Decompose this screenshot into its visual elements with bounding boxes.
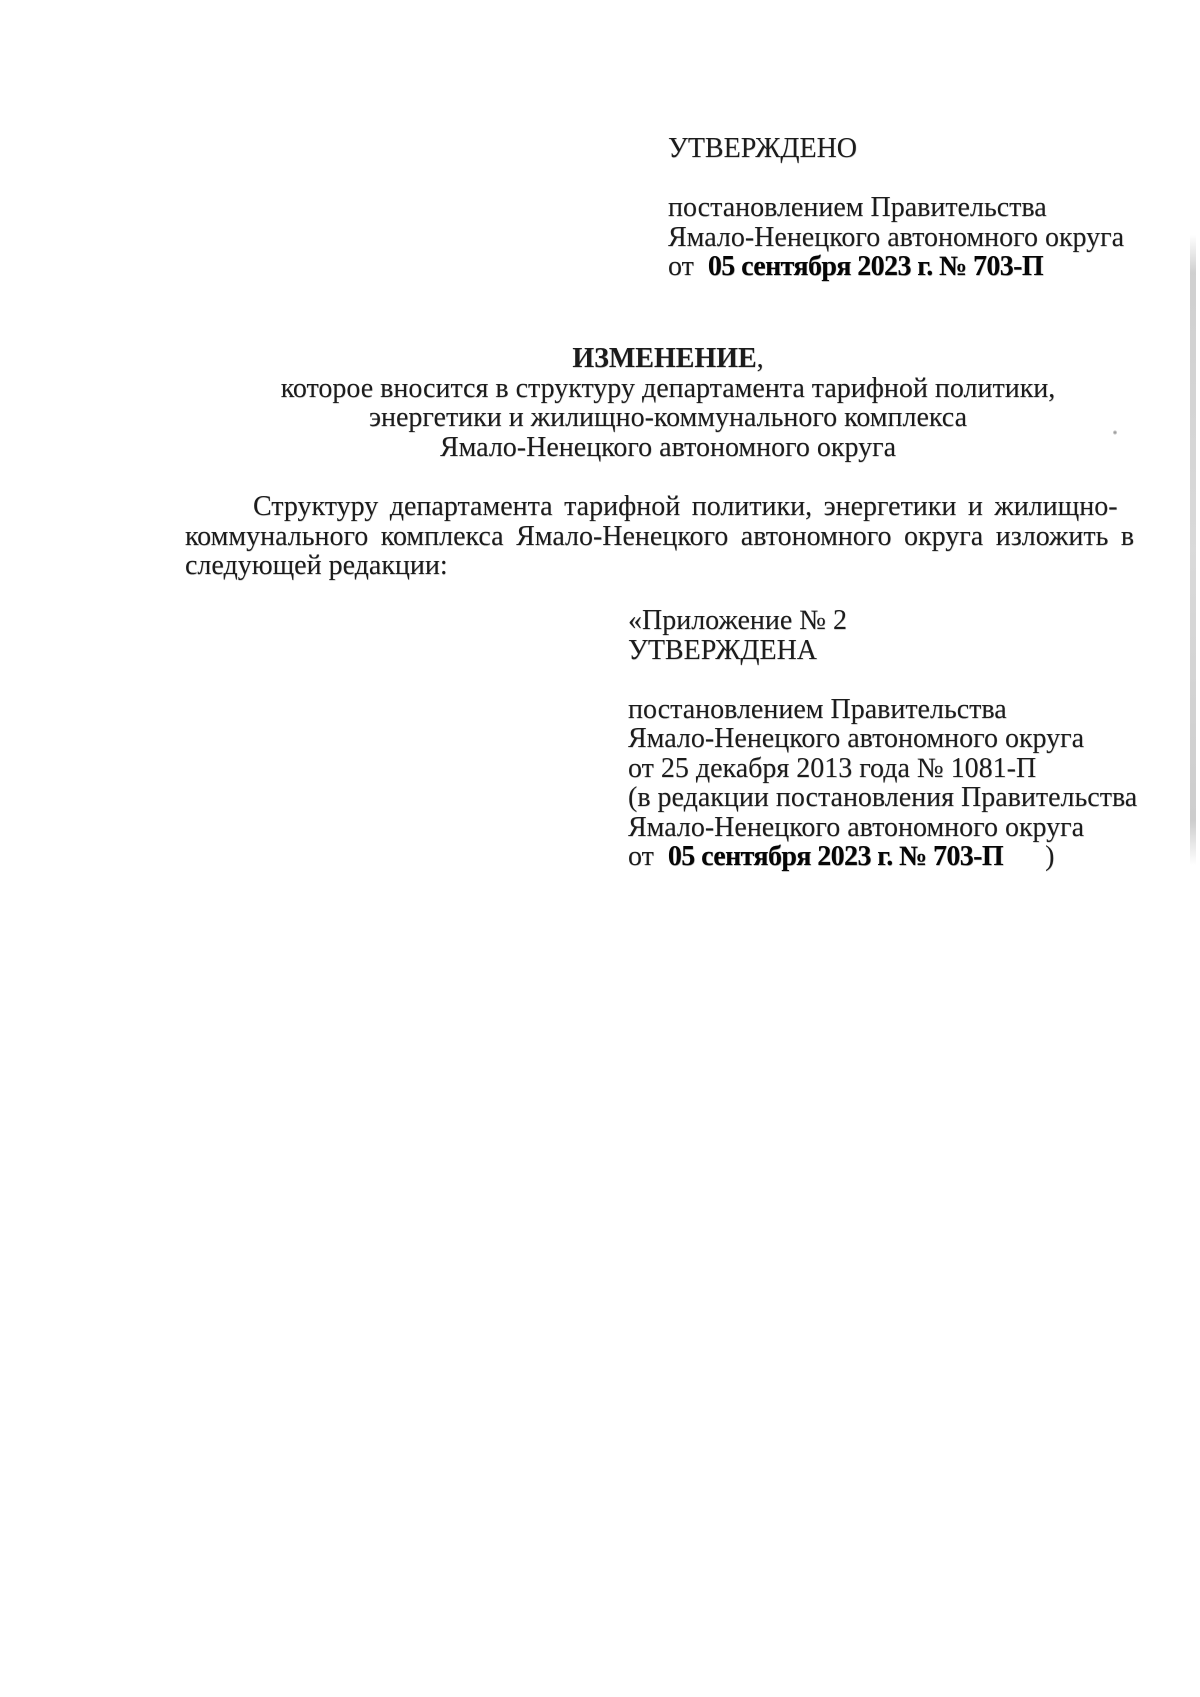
appendix-line-5: Ямало-Ненецкого автономного округа [628, 811, 1085, 843]
heading-title-comma: , [756, 343, 764, 374]
appendix-block [628, 606, 1137, 872]
date-prefix: от [628, 841, 654, 872]
scan-speck [1113, 430, 1117, 435]
paragraph-line-3: следующей редакции: [185, 550, 448, 581]
appendix-line-2: Ямало-Ненецкого автономного округа [628, 723, 1085, 754]
heading-line-1: которое вносится в структуру департамента тарифной политики, [280, 372, 1056, 404]
appendix-label: «Приложение № 2 [628, 605, 847, 636]
heading-line-3: Ямало-Ненецкого автономного округа [439, 431, 897, 463]
approval-line-2: Ямало-Ненецкого автономного округа [668, 221, 1125, 253]
blank-line [668, 164, 1124, 194]
approval-line-1: постановлением Правительства [668, 192, 1047, 223]
approval-date-line [668, 252, 1124, 282]
blank-line [628, 665, 1137, 695]
appendix-date-line [628, 842, 1137, 872]
date-prefix: от [668, 251, 694, 282]
stamped-date: 05 сентября 2023 г. № 703-П [707, 251, 1044, 282]
appendix-line-4: (в редакции постановления Правительства [628, 782, 1138, 813]
closing-paren: ) [1045, 841, 1055, 872]
scan-edge-streak [1190, 235, 1196, 865]
heading-title-line [218, 344, 1118, 374]
heading-title: ИЗМЕНЕНИЕ [572, 343, 757, 374]
heading-line-2: энергетики и жилищно-коммунального комплекса [368, 402, 968, 433]
paragraph-line-1: Структуру департамента тарифной политики, энергетики и жилищно- [253, 491, 1118, 522]
appendix-line-3: от 25 декабря 2013 года № 1081-П [628, 752, 1037, 784]
appendix-line-1: постановлением Правительства [628, 693, 1007, 725]
paragraph-line-2: коммунального комплекса Ямало-Ненецкого автономного округа изложить в [185, 520, 1135, 552]
appendix-approved: УТВЕРЖДЕНА [628, 634, 818, 666]
stamped-date: 05 сентября 2023 г. № 703-П [667, 841, 1004, 872]
approval-title: УТВЕРЖДЕНО [668, 133, 858, 164]
body-paragraph [185, 491, 1135, 581]
approval-block [668, 134, 1124, 282]
document-heading [218, 344, 1118, 462]
